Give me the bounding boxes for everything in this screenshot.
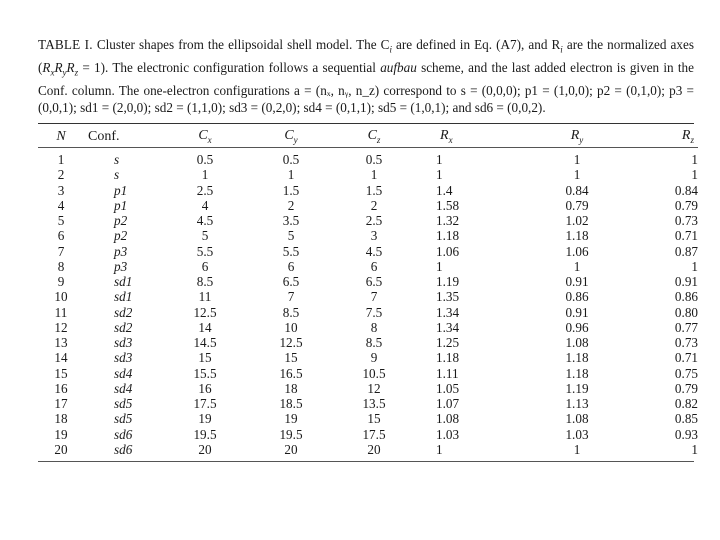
header-rz: $R_z$ (681, 128, 694, 146)
cell-ry: 1.13 (565, 396, 589, 412)
cell-cz: 6.5 (365, 274, 383, 290)
cell-n: 16 (54, 380, 68, 396)
cell-ry: 0.91 (565, 304, 589, 320)
cell-rz: 0.73 (674, 335, 698, 351)
cell-rx: 1.05 (436, 380, 460, 396)
header-cz: $C_z$ (367, 128, 381, 146)
table-row (38, 366, 698, 381)
cell-ry: 1.08 (565, 411, 589, 427)
cell-cz: 13.5 (362, 396, 386, 412)
cell-cz: 4.5 (365, 243, 383, 259)
cell-cx: 19 (198, 411, 212, 427)
caption-sub-i-2: i (560, 44, 563, 55)
table-row (38, 350, 698, 365)
cell-cy: 1.5 (282, 182, 300, 198)
cell-cy: 16.5 (279, 365, 303, 381)
cell-rz: 1 (691, 441, 698, 457)
table-row (38, 320, 698, 335)
header-cx: $C_x$ (198, 128, 212, 146)
table-row (38, 396, 698, 411)
table-row (38, 289, 698, 304)
cell-cy: 5 (287, 228, 295, 244)
cell-conf: sd1 (114, 289, 133, 305)
cell-cy: 5.5 (282, 243, 300, 259)
cell-n: 19 (54, 426, 68, 442)
cell-n: 12 (54, 319, 68, 335)
table-row (38, 411, 698, 426)
caption-aufbau: aufbau (380, 59, 417, 75)
cell-ry: 1.03 (565, 426, 589, 442)
header-rx: $R_x$ (440, 128, 453, 146)
cell-ry: 1.06 (565, 243, 589, 259)
table-row (38, 381, 698, 396)
cell-ry: 1 (573, 152, 581, 168)
table-row (38, 274, 698, 289)
caption-line2-end: scheme, (416, 59, 464, 75)
cell-cy: 19 (284, 411, 298, 427)
cell-conf: p1 (114, 182, 128, 198)
caption-sub-i: i (389, 44, 392, 55)
cell-n: 15 (54, 365, 68, 381)
cell-cy: 15 (284, 350, 298, 366)
cell-cx: 5.5 (196, 243, 214, 259)
cell-cz: 6 (370, 258, 378, 274)
cell-rx: 1.11 (436, 365, 459, 381)
caption-line1: Cluster shapes from the ellipsoidal shell model. The C (96, 37, 390, 52)
cell-cx: 5 (201, 228, 209, 244)
cell-rz: 0.87 (674, 243, 698, 259)
cell-cx: 15.5 (193, 365, 217, 381)
cell-conf: p2 (114, 228, 128, 244)
table-label: TABLE I. (38, 37, 93, 52)
cell-cx: 11 (198, 289, 212, 305)
cell-rx: 1.58 (436, 197, 460, 213)
cell-ry: 1.08 (565, 335, 589, 351)
cell-cz: 12 (367, 380, 381, 396)
cell-rz: 0.71 (674, 350, 698, 366)
cell-n: 14 (54, 350, 68, 366)
cell-rx: 1.18 (436, 350, 460, 366)
cell-conf: sd5 (114, 396, 133, 412)
cell-n: 10 (54, 289, 68, 305)
cell-rz: 0.77 (674, 319, 698, 335)
cell-rz: 0.79 (674, 380, 698, 396)
cell-rx: 1.19 (436, 274, 460, 290)
cell-cx: 14.5 (193, 335, 217, 351)
table-bottom-rule (38, 461, 694, 462)
cell-cx: 8.5 (196, 274, 214, 290)
table-body (38, 148, 698, 457)
cell-cx: 12.5 (193, 304, 217, 320)
cell-cz: 2 (370, 197, 378, 213)
cell-cz: 20 (367, 441, 381, 457)
cell-cy: 2 (287, 197, 295, 213)
cell-cx: 1 (201, 167, 209, 183)
cell-cy: 3.5 (282, 213, 300, 229)
cell-cx: 2.5 (196, 182, 214, 198)
cell-conf: p3 (114, 243, 128, 259)
caption-line1-end: are (562, 37, 583, 52)
cell-n: 20 (54, 441, 68, 457)
table-row (38, 442, 698, 457)
cell-cx: 4.5 (196, 213, 214, 229)
table-row (38, 213, 698, 228)
caption-axes-r1: R (42, 59, 51, 75)
cell-conf: sd3 (114, 350, 133, 366)
cell-conf: p1 (114, 197, 128, 213)
cell-rz: 0.82 (674, 396, 698, 412)
table-row (38, 183, 698, 198)
cell-rx: 1.03 (436, 426, 460, 442)
table-row (38, 148, 698, 167)
cell-rx: 1.35 (436, 289, 460, 305)
cell-rz: 0.79 (674, 197, 698, 213)
cell-cz: 8 (370, 319, 378, 335)
table-row (38, 305, 698, 320)
cell-cz: 17.5 (362, 426, 386, 442)
cell-cz: 7.5 (365, 304, 383, 320)
cell-cy: 19.5 (279, 426, 303, 442)
cell-rx: 1.07 (436, 396, 460, 412)
cell-cy: 7 (287, 289, 295, 305)
cell-cz: 1.5 (365, 182, 383, 198)
cell-cz: 2.5 (365, 213, 383, 229)
table-row (38, 335, 698, 350)
caption-line1-mid: are defined in Eq. (A7), and R (391, 37, 561, 52)
cell-conf: s (114, 152, 120, 168)
cell-conf: p2 (114, 213, 128, 229)
cell-cy: 6.5 (282, 274, 300, 290)
cell-rz: 0.91 (674, 274, 698, 290)
table-row (38, 244, 698, 259)
cell-cx: 4 (201, 197, 209, 213)
cell-n: 11 (54, 304, 68, 320)
cell-ry: 1.18 (565, 228, 589, 244)
header-ry: $R_y$ (570, 128, 584, 146)
cell-n: 4 (57, 197, 65, 213)
cell-cx: 6 (201, 258, 209, 274)
table-row (38, 427, 698, 442)
cell-n: 8 (57, 258, 65, 274)
cell-rx: 1.4 (436, 182, 453, 198)
header-cy: $C_y$ (284, 128, 298, 146)
cell-rx: 1.32 (436, 213, 460, 229)
caption-line4: a = (nₓ, nᵧ, n_z) correspond to s = (0,0,0); p1 = (1,0,0); p2 = (0,1,0); p3 = (0,0,1); sd1 = (2,0,0); sd2 = (1,1,0); (38, 82, 694, 115)
caption-axes-r2: R (54, 59, 63, 75)
cell-cx: 19.5 (193, 426, 217, 442)
cell-cy: 18 (284, 380, 298, 396)
cell-n: 13 (54, 335, 68, 351)
cell-n: 9 (57, 274, 65, 290)
cell-cz: 8.5 (365, 335, 383, 351)
cell-n: 5 (57, 213, 65, 229)
caption-line2-start: the normalized axes ( (38, 37, 694, 75)
table-row (38, 198, 698, 213)
cell-rz: 0.71 (674, 228, 698, 244)
cell-ry: 1.18 (565, 365, 589, 381)
cell-rz: 0.85 (674, 411, 698, 427)
table-row (38, 228, 698, 243)
caption-axes-r3: R (66, 59, 75, 75)
cell-n: 18 (54, 411, 68, 427)
cell-conf: sd6 (114, 426, 133, 442)
cell-cz: 7 (370, 289, 378, 305)
cell-ry: 0.96 (565, 319, 589, 335)
cell-ry: 1 (573, 441, 581, 457)
cell-ry: 1.19 (565, 380, 589, 396)
cell-cx: 0.5 (196, 152, 214, 168)
cell-rx: 1 (436, 258, 443, 274)
cell-ry: 0.84 (565, 182, 589, 198)
cell-cy: 8.5 (282, 304, 300, 320)
cell-ry: 0.91 (565, 274, 589, 290)
cell-rx: 1.34 (436, 304, 460, 320)
cell-cy: 20 (284, 441, 298, 457)
cell-ry: 1.18 (565, 350, 589, 366)
caption-line5: sd3 = (0,2,0); sd4 = (0,1,1); sd5 = (1,0,1); and sd6 = (0,0,2). (229, 99, 546, 115)
cell-ry: 1 (573, 258, 581, 274)
cell-conf: sd6 (114, 441, 133, 457)
cluster-shapes-table (38, 124, 698, 457)
header-n: N (56, 129, 66, 145)
cell-cx: 14 (198, 319, 212, 335)
cell-rz: 0.80 (674, 304, 698, 320)
cell-cz: 10.5 (362, 365, 386, 381)
cell-cz: 1 (370, 167, 378, 183)
cell-rx: 1.34 (436, 319, 460, 335)
paper-page (38, 36, 698, 462)
cell-rz: 1 (691, 167, 698, 183)
cell-cz: 9 (370, 350, 378, 366)
cell-conf: sd5 (114, 411, 133, 427)
cell-conf: sd2 (114, 319, 133, 335)
caption-line3: and the last added electron is given in the Conf. column. The one-electron configurations (38, 59, 694, 98)
cell-rz: 0.73 (674, 213, 698, 229)
cell-cy: 1 (287, 167, 295, 183)
cell-n: 17 (54, 396, 68, 412)
cell-ry: 0.79 (565, 197, 589, 213)
header-conf: Conf. (88, 129, 120, 145)
cell-rz: 0.84 (674, 182, 698, 198)
cell-conf: sd2 (114, 304, 133, 320)
cell-rx: 1.18 (436, 228, 460, 244)
table-row (38, 259, 698, 274)
cell-cx: 20 (198, 441, 212, 457)
cell-rz: 0.93 (674, 426, 698, 442)
cell-cz: 0.5 (365, 152, 383, 168)
table-row (38, 167, 698, 182)
cell-rx: 1 (436, 441, 443, 457)
cell-rx: 1 (436, 167, 443, 183)
caption-line2-rest: = 1). The electronic configuration follows a sequential (78, 59, 381, 75)
cell-conf: p3 (114, 258, 128, 274)
cell-rz: 1 (691, 258, 698, 274)
cell-rx: 1.25 (436, 335, 460, 351)
cell-cz: 3 (370, 228, 378, 244)
cell-rx: 1.06 (436, 243, 460, 259)
cell-rz: 0.86 (674, 289, 698, 305)
cell-conf: s (114, 167, 120, 183)
cell-n: 6 (57, 228, 65, 244)
cell-cy: 10 (284, 319, 298, 335)
cell-ry: 1.02 (565, 213, 589, 229)
cell-rz: 0.75 (674, 365, 698, 381)
cell-rz: 1 (691, 152, 698, 168)
cell-n: 1 (57, 152, 65, 168)
cell-cz: 15 (367, 411, 381, 427)
cell-ry: 1 (573, 167, 581, 183)
cell-conf: sd1 (114, 274, 133, 290)
cell-conf: sd3 (114, 335, 133, 351)
cell-rx: 1 (436, 152, 443, 168)
cell-ry: 0.86 (565, 289, 589, 305)
table-header-row (38, 124, 698, 145)
cell-cy: 12.5 (279, 335, 303, 351)
cell-conf: sd4 (114, 365, 133, 381)
cell-conf: sd4 (114, 380, 133, 396)
cell-cx: 16 (198, 380, 212, 396)
cell-cy: 18.5 (279, 396, 303, 412)
cell-n: 2 (57, 167, 65, 183)
cell-cx: 17.5 (193, 396, 217, 412)
table-caption: TABLE I. Cluster shapes from the ellipsoidal shell model. The $C_i$ are defined in Eq. (A7), and $R_i$ are the normalized axes $(R_xR_yR_z = 1)$. The electronic configuration follows a sequential aufbau scheme, and the last added electron is given in the Conf. column. The one-electron configurations a = (nₓ, nᵧ, n_z) correspond to s = (0,0,0); p1 = (1,0,0); p2 = (0,1,0); p3 = (0,0,1); sd1 = (2,0,0); sd2 = (1,1,0); sd3 = (0,2,0); sd4 = (0,1,1); sd5 = (1,0,1); and sd6 = (0,0,2). (38, 37, 694, 115)
cell-n: 7 (57, 243, 65, 259)
cell-cx: 15 (198, 350, 212, 366)
cell-n: 3 (57, 182, 65, 198)
cell-cy: 6 (287, 258, 295, 274)
cell-rx: 1.08 (436, 411, 460, 427)
cell-cy: 0.5 (282, 152, 300, 168)
